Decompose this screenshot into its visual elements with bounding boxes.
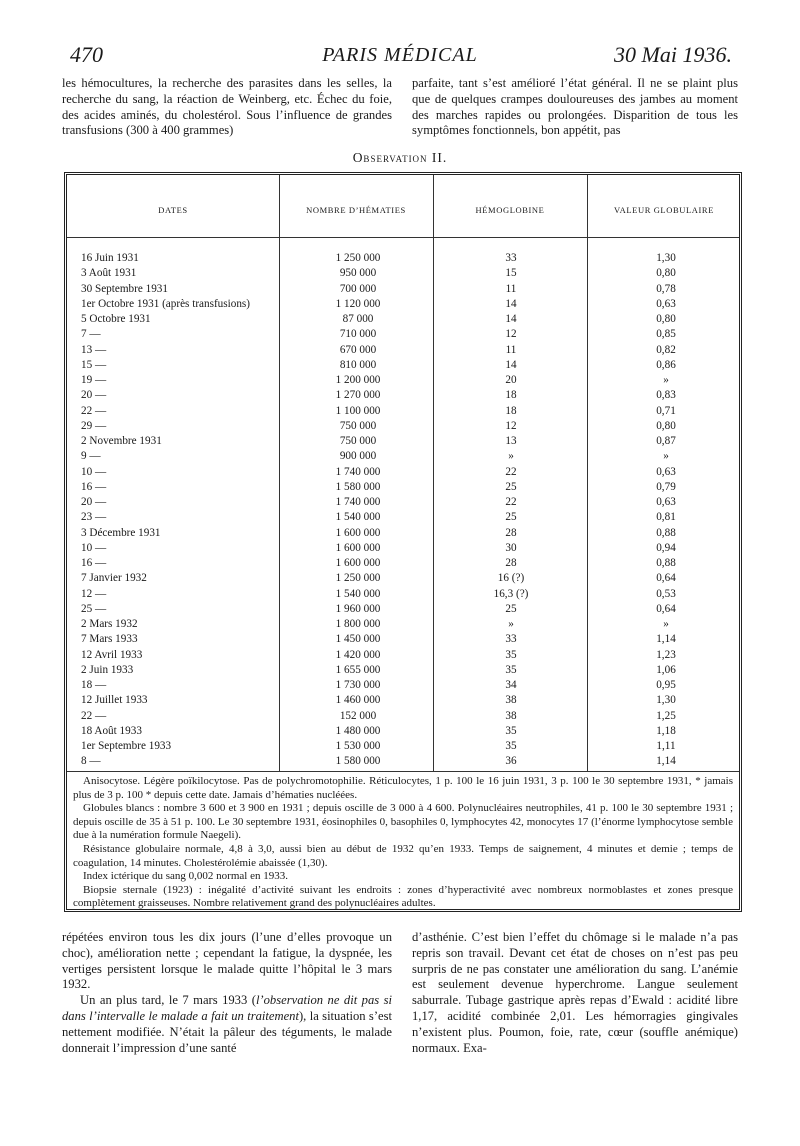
cell-valeur-globulaire: » bbox=[663, 450, 669, 463]
cell-date: 7 Janvier 1932 bbox=[81, 572, 147, 585]
bottom-right-text: d’asthénie. C’est bien l’effet du chômage si le malade n’a pas repris son travail. Devant cet état de choses on n’est pas peu surpris de ne pas constater une amélioration du sang. L’anémie est seulement devenue hyperchrome. Langue seulement saburrale. Tubage gastrique après repas d’Ewald : acidité libre 1,17, acidité combinée 2,01. Les hémorragies gingivales n’existent plus. Poumon, foie, rate, cœur (souffle anémique) normaux. Exa- bbox=[412, 930, 738, 1055]
table-row bbox=[67, 388, 741, 403]
note-index-icterique: Index ictérique du sang 0,002 normal en 1933. bbox=[83, 870, 288, 883]
cell-date: 12 Avril 1933 bbox=[81, 648, 143, 661]
top-left-text: les hémocultures, la recherche des parasites dans les selles, la recherche du sang, la réaction de Weinberg, etc. Échec du foie, des acides aminés, du cholestérol. Sous l’influence de grandes transfusions (300 à 400 grammes) bbox=[62, 76, 392, 138]
table-row bbox=[67, 327, 741, 342]
cell-hemoglobine: 14 bbox=[505, 313, 517, 325]
top-right-text: parfaite, tant s’est amélioré l’état général. Il ne se plaint plus que de quelques crampes douloureuses des jambes au moment des marches rapides ou prolongées. Disparition de tous les symptômes fonctionnels, bon appétit, pas bbox=[412, 76, 738, 138]
cell-valeur-globulaire: » bbox=[663, 618, 669, 630]
cell-hematies: 1 460 000 bbox=[335, 694, 381, 707]
table-row bbox=[67, 495, 741, 510]
cell-hemoglobine: 20 bbox=[505, 374, 517, 386]
cell-date: 12 Juillet 1933 bbox=[81, 694, 148, 707]
cell-hemoglobine: 22 bbox=[505, 465, 517, 478]
cell-valeur-globulaire: 0,95 bbox=[656, 679, 676, 691]
cell-hemoglobine: 28 bbox=[505, 526, 517, 539]
cell-hemoglobine: 25 bbox=[505, 511, 517, 524]
cell-hemoglobine: 11 bbox=[505, 282, 517, 295]
cell-hemoglobine: 28 bbox=[505, 557, 517, 569]
cell-date: 20 — bbox=[81, 496, 107, 508]
cell-date: 3 Août 1931 bbox=[81, 267, 137, 280]
observation-table bbox=[64, 172, 742, 912]
cell-hematies: 1 800 000 bbox=[335, 618, 381, 630]
cell-hemoglobine: 16,3 (?) bbox=[493, 587, 529, 600]
cell-hemoglobine: 12 bbox=[505, 328, 517, 341]
table-row bbox=[67, 266, 741, 281]
cell-valeur-globulaire: 1,25 bbox=[656, 709, 676, 722]
table-row bbox=[67, 693, 741, 708]
cell-date: 7 — bbox=[81, 328, 101, 341]
cell-hematies: 1 530 000 bbox=[335, 740, 381, 752]
cell-valeur-globulaire: 1,06 bbox=[656, 663, 676, 676]
para2-start: Un an plus tard, le 7 mars 1933 ( bbox=[80, 993, 256, 1008]
journal-title: PARIS MÉDICAL bbox=[322, 44, 478, 66]
cell-valeur-globulaire: 0,87 bbox=[656, 435, 676, 447]
cell-date: 12 — bbox=[81, 587, 107, 600]
cell-hemoglobine: » bbox=[508, 618, 514, 630]
table-row bbox=[67, 663, 741, 678]
cell-valeur-globulaire: 1,23 bbox=[656, 648, 676, 661]
cell-date: 9 — bbox=[81, 450, 101, 463]
table-row bbox=[67, 724, 741, 739]
cell-hematies: 1 580 000 bbox=[335, 755, 381, 768]
table-row bbox=[67, 434, 741, 449]
cell-hemoglobine: 16 (?) bbox=[497, 572, 525, 585]
cell-date: 13 — bbox=[81, 343, 107, 356]
table-row bbox=[67, 541, 741, 556]
para2-italic: l’observation ne dit pas si dans l’intervalle le malade a fait un traitement bbox=[62, 993, 393, 1023]
cell-hemoglobine: 11 bbox=[505, 343, 517, 356]
cell-hematies: 1 120 000 bbox=[335, 297, 381, 310]
cell-valeur-globulaire: 1,14 bbox=[656, 633, 676, 646]
header-valeur-globulaire: VALEUR GLOBULAIRE bbox=[614, 205, 714, 215]
cell-date: 1er Octobre 1931 (après transfusions) bbox=[81, 297, 251, 310]
cell-date: 22 — bbox=[81, 404, 107, 417]
cell-valeur-globulaire: » bbox=[663, 374, 669, 386]
cell-hemoglobine: 13 bbox=[505, 435, 517, 447]
cell-hematies: 1 250 000 bbox=[335, 572, 381, 585]
cell-valeur-globulaire: 0,80 bbox=[656, 419, 676, 432]
cell-hematies: 670 000 bbox=[339, 343, 377, 356]
cell-valeur-globulaire: 0,80 bbox=[656, 267, 676, 280]
table-row bbox=[67, 404, 741, 419]
cell-hematies: 750 000 bbox=[339, 435, 377, 447]
cell-valeur-globulaire: 0,83 bbox=[656, 389, 676, 402]
cell-hematies: 1 655 000 bbox=[335, 663, 381, 676]
observation-title: Observation II. bbox=[352, 150, 448, 165]
cell-hematies: 900 000 bbox=[339, 450, 377, 463]
header-hemoglobine: HÉMOGLOBINE bbox=[475, 205, 545, 215]
cell-hemoglobine: 35 bbox=[505, 663, 517, 676]
table-row bbox=[67, 510, 741, 525]
cell-date: 25 — bbox=[81, 602, 107, 615]
cell-hemoglobine: 33 bbox=[505, 633, 517, 646]
cell-hemoglobine: 14 bbox=[505, 297, 517, 310]
cell-hemoglobine: 22 bbox=[505, 496, 517, 508]
cell-hematies: 1 480 000 bbox=[335, 724, 381, 737]
cell-valeur-globulaire: 0,94 bbox=[656, 541, 676, 554]
table-row bbox=[67, 419, 741, 434]
cell-hemoglobine: 25 bbox=[505, 602, 517, 615]
cell-valeur-globulaire: 0,79 bbox=[656, 480, 676, 493]
cell-date: 19 — bbox=[81, 374, 107, 386]
cell-hematies: 1 270 000 bbox=[335, 389, 381, 402]
cell-hemoglobine: » bbox=[508, 450, 514, 463]
cell-date: 5 Octobre 1931 bbox=[81, 313, 151, 325]
cell-date: 15 — bbox=[81, 358, 107, 371]
cell-hematies: 1 960 000 bbox=[335, 602, 381, 615]
cell-date: 8 — bbox=[81, 755, 101, 768]
table-notes bbox=[73, 775, 733, 911]
cell-date: 18 Août 1933 bbox=[81, 724, 142, 737]
cell-hematies: 1 600 000 bbox=[335, 541, 381, 554]
cell-valeur-globulaire: 1,30 bbox=[656, 694, 676, 707]
cell-hematies: 1 600 000 bbox=[335, 526, 381, 539]
cell-date: 16 — bbox=[81, 557, 107, 569]
table-row bbox=[67, 556, 741, 571]
cell-valeur-globulaire: 0,53 bbox=[656, 587, 676, 600]
page-number: 470 bbox=[70, 42, 103, 67]
cell-hemoglobine: 38 bbox=[505, 694, 517, 707]
cell-date: 1er Septembre 1933 bbox=[81, 740, 172, 752]
cell-hemoglobine: 35 bbox=[505, 648, 517, 661]
cell-valeur-globulaire: 1,14 bbox=[656, 755, 676, 768]
cell-hemoglobine: 14 bbox=[505, 358, 517, 371]
cell-hematies: 1 730 000 bbox=[335, 679, 381, 691]
cell-valeur-globulaire: 0,80 bbox=[656, 313, 676, 325]
table-row bbox=[67, 343, 741, 358]
cell-date: 7 Mars 1933 bbox=[81, 633, 138, 646]
table-row bbox=[67, 602, 741, 617]
cell-valeur-globulaire: 0,81 bbox=[656, 511, 676, 524]
cell-valeur-globulaire: 1,11 bbox=[656, 740, 676, 752]
bottom-left-column bbox=[62, 930, 392, 1056]
table-row bbox=[67, 297, 741, 312]
cell-valeur-globulaire: 0,88 bbox=[656, 526, 676, 539]
cell-hematies: 1 540 000 bbox=[335, 511, 381, 524]
cell-hemoglobine: 18 bbox=[505, 389, 517, 402]
cell-valeur-globulaire: 0,64 bbox=[656, 572, 676, 585]
issue-date: 30 Mai 1936. bbox=[614, 42, 732, 67]
cell-hematies: 1 600 000 bbox=[335, 557, 381, 569]
cell-valeur-globulaire: 0,78 bbox=[656, 282, 676, 295]
bottom-left-para1: répétées environ tous les dix jours (l’une d’elles provoque un choc), amélioration nette ; cependant la fatigue, la dyspnée, les vertiges persistent lorsque le malade quitte l’hôpital le 3 mars 1932. bbox=[62, 930, 392, 992]
cell-date: 16 — bbox=[81, 480, 107, 493]
table-row bbox=[67, 449, 741, 464]
table-row bbox=[67, 571, 741, 586]
cell-hemoglobine: 30 bbox=[505, 541, 517, 554]
table-row bbox=[67, 632, 741, 647]
table-row bbox=[67, 480, 741, 495]
cell-hemoglobine: 36 bbox=[505, 755, 517, 768]
cell-valeur-globulaire: 1,30 bbox=[656, 252, 676, 264]
table-row bbox=[67, 587, 741, 602]
cell-hemoglobine: 15 bbox=[505, 267, 517, 280]
cell-valeur-globulaire: 0,64 bbox=[656, 602, 676, 615]
bottom-right-column bbox=[412, 930, 738, 1056]
cell-hematies: 1 250 000 bbox=[335, 252, 381, 264]
cell-hematies: 950 000 bbox=[339, 267, 377, 280]
cell-valeur-globulaire: 0,63 bbox=[656, 297, 676, 310]
cell-hemoglobine: 35 bbox=[505, 724, 517, 737]
cell-hemoglobine: 18 bbox=[505, 404, 517, 417]
cell-hematies: 1 740 000 bbox=[335, 465, 381, 478]
top-right-column bbox=[412, 76, 738, 139]
header-hematies: NOMBRE D’HÉMATIES bbox=[306, 205, 406, 215]
cell-date: 30 Septembre 1931 bbox=[81, 282, 168, 295]
cell-hematies: 810 000 bbox=[339, 358, 377, 371]
note-resistance: Résistance globulaire normale, 4,8 à 3,0, aussi bien au début de 1932 qu’en 1933. Temps de saignement, 4 minutes et demie ; temps de coagulation, 14 minutes. Cholestérolémie abaissée (1,30). bbox=[73, 842, 733, 869]
table-row bbox=[67, 465, 741, 480]
table-row bbox=[67, 312, 741, 327]
cell-hemoglobine: 25 bbox=[505, 480, 517, 493]
cell-hemoglobine: 12 bbox=[505, 419, 517, 432]
cell-hematies: 1 100 000 bbox=[335, 404, 381, 417]
table-row bbox=[67, 282, 741, 297]
header-dates: DATES bbox=[158, 205, 188, 215]
cell-hematies: 1 580 000 bbox=[335, 480, 381, 493]
cell-hematies: 710 000 bbox=[339, 328, 377, 341]
cell-valeur-globulaire: 0,85 bbox=[656, 328, 676, 341]
cell-date: 22 — bbox=[81, 709, 107, 722]
cell-valeur-globulaire: 0,88 bbox=[656, 557, 676, 569]
cell-date: 16 Juin 1931 bbox=[81, 252, 139, 264]
cell-hematies: 1 540 000 bbox=[335, 587, 381, 600]
table-row bbox=[67, 373, 741, 388]
cell-hematies: 87 000 bbox=[342, 313, 374, 325]
cell-date: 20 — bbox=[81, 389, 107, 402]
cell-date: 3 Décembre 1931 bbox=[81, 526, 161, 539]
cell-valeur-globulaire: 0,82 bbox=[656, 343, 676, 356]
table-row bbox=[67, 251, 741, 266]
table-row bbox=[67, 617, 741, 632]
cell-hemoglobine: 34 bbox=[505, 679, 517, 691]
cell-hemoglobine: 38 bbox=[505, 709, 517, 722]
note-anisocytose: Anisocytose. Légère poïkilocytose. Pas de polychromotophilie. Réticulocytes, 1 p. 100 le 16 juin 1931, 3 p. 100 le 30 septembre 1931, * jamais plus de 3 p. 100 * depuis cette date. Jamais d’hématies nucléées. bbox=[73, 775, 733, 801]
running-header bbox=[0, 42, 800, 76]
cell-date: 10 — bbox=[81, 541, 107, 554]
cell-date: 2 Juin 1933 bbox=[81, 663, 134, 676]
cell-hematies: 1 740 000 bbox=[335, 496, 381, 508]
para2-end: ), la situation s’est nettement modifiée. N’était la pâleur des téguments, le malade donnerait l’impression d’une santé bbox=[62, 1008, 392, 1055]
cell-valeur-globulaire: 0,86 bbox=[656, 358, 676, 371]
top-left-column bbox=[62, 76, 392, 139]
note-globules-blancs: Globules blancs : nombre 3 600 et 3 900 en 1931 ; depuis oscille de 3 000 à 4 600. Polynucléaires neutrophiles, 41 p. 100 le 30 septembre 1931 ; depuis oscille de 35 à 51 p. 100. Le 30 septembre 1931, éosinophiles 0, basophiles 0, lymphocytes 42, monocytes 17 (l’énorme lymphocytose semble due à la numération formule Naegeli). bbox=[73, 802, 733, 842]
cell-date: 29 — bbox=[81, 419, 107, 432]
cell-hematies: 152 000 bbox=[339, 709, 377, 722]
cell-hematies: 1 200 000 bbox=[335, 374, 381, 386]
table-row bbox=[67, 754, 741, 769]
cell-valeur-globulaire: 0,71 bbox=[656, 404, 676, 417]
cell-valeur-globulaire: 1,18 bbox=[656, 724, 676, 737]
table-row bbox=[67, 739, 741, 754]
bottom-left-para2 bbox=[62, 993, 392, 1056]
cell-hematies: 1 420 000 bbox=[335, 648, 381, 661]
cell-hematies: 700 000 bbox=[339, 282, 377, 295]
cell-hemoglobine: 35 bbox=[505, 740, 517, 752]
cell-date: 18 — bbox=[81, 679, 107, 691]
cell-date: 23 — bbox=[81, 511, 107, 524]
cell-hemoglobine: 33 bbox=[505, 252, 517, 264]
table-row bbox=[67, 678, 741, 693]
cell-valeur-globulaire: 0,63 bbox=[656, 465, 676, 478]
table-row bbox=[67, 358, 741, 373]
cell-valeur-globulaire: 0,63 bbox=[656, 496, 676, 508]
table-row bbox=[67, 526, 741, 541]
cell-hematies: 750 000 bbox=[339, 419, 377, 432]
table-row bbox=[67, 648, 741, 663]
cell-date: 10 — bbox=[81, 465, 107, 478]
table-row bbox=[67, 709, 741, 724]
cell-date: 2 Mars 1932 bbox=[81, 618, 138, 630]
note-biopsie: Biopsie sternale (1923) : inégalité d’activité suivant les endroits : zones d’hyperactivité avec nombreux normoblastes et zones presque complètement graisseuses. Nombre relativement grand des polynucléaires adultes. bbox=[73, 883, 733, 910]
cell-date: 2 Novembre 1931 bbox=[81, 435, 162, 447]
cell-hematies: 1 450 000 bbox=[335, 633, 381, 646]
